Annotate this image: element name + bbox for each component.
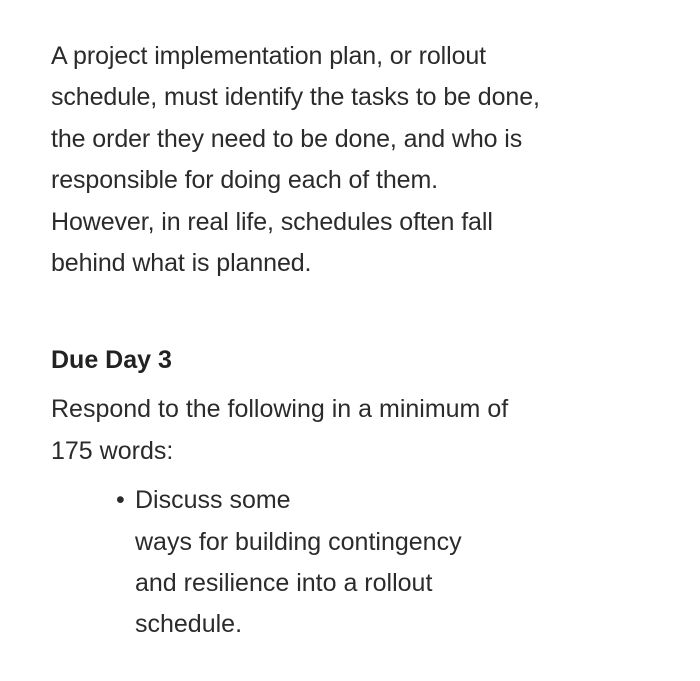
- bullet-line: and resilience into a rollout: [135, 569, 433, 598]
- intro-line: behind what is planned.: [51, 249, 312, 278]
- intro-line: However, in real life, schedules often fall: [51, 207, 493, 236]
- prompt-line: 175 words:: [51, 436, 174, 465]
- intro-paragraph: [51, 36, 651, 284]
- document-body: [51, 36, 651, 646]
- prompt-paragraph: [51, 389, 651, 472]
- intro-line: A project implementation plan, or rollout: [51, 42, 487, 70]
- intro-line: schedule, must identify the tasks to be done,: [51, 83, 540, 112]
- bullet-line: schedule.: [135, 610, 243, 639]
- intro-line: the order they need to be done, and who is: [51, 124, 523, 153]
- due-day-heading: Due Day 3: [51, 346, 172, 375]
- bullet-line: ways for building contingency: [135, 527, 462, 556]
- intro-line: responsible for doing each of them.: [51, 166, 439, 195]
- bullet-line: Discuss some: [135, 486, 291, 515]
- task-bullet-item: [114, 480, 651, 646]
- prompt-line: Respond to the following in a minimum of: [51, 395, 509, 424]
- bullet-dot-icon: •: [116, 486, 125, 515]
- task-bullet-list: [51, 480, 651, 646]
